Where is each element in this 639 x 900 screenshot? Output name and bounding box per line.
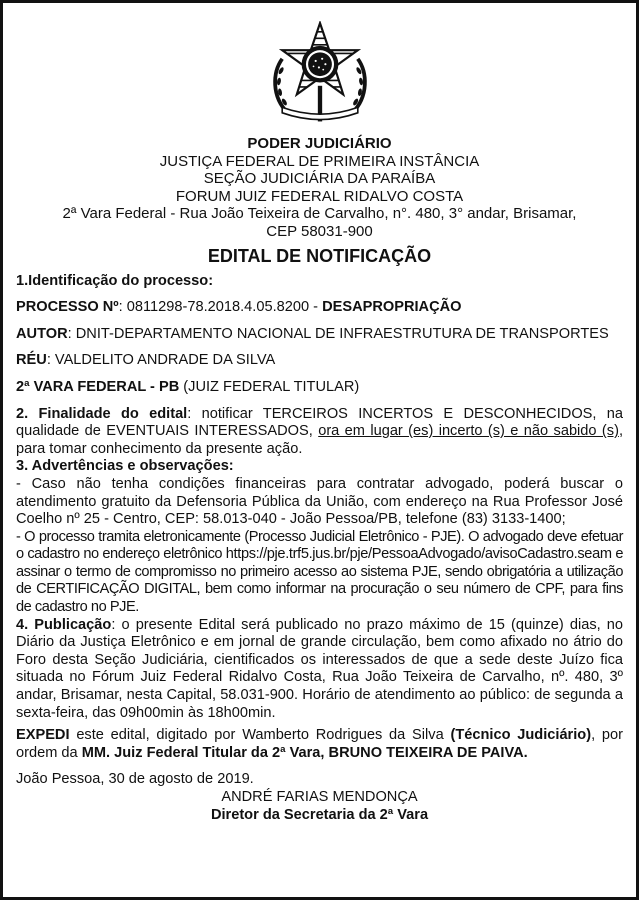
process-label: PROCESSO Nº <box>16 299 119 316</box>
court-label: 2ª VARA FEDERAL - PB <box>16 378 180 395</box>
issuance-role: (Técnico Judiciário) <box>450 727 592 744</box>
header-section: SEÇÃO JUDICIÁRIA DA PARAÍBA <box>203 170 436 188</box>
header-power: PODER JUDICIÁRIO <box>247 135 392 152</box>
pje-registration-link[interactable]: https://pje.trf5.jus.br/pje/PessoaAdvogado/avisoCadastro.seam <box>225 546 612 563</box>
publication-label: 4. Publicação <box>16 616 112 633</box>
header-cep: CEP 58031-900 <box>266 222 373 240</box>
warning-item-2-text-a: - O processo tramita eletronicamente (Processo Judicial Eletrônico - PJE). O advogado deve efetuar o cadastro no endereço eletrônico <box>16 528 623 563</box>
author-value: : DNIT-DEPARTAMENTO NACIONAL DE INFRAESTRUTURA DE TRANSPORTES <box>67 325 609 342</box>
publication-text: : o presente Edital será publicado no prazo máximo de 15 (quinze) dias, no Diário da Justiça Eletrônico e em jornal de grande circulação, bem como afixado no átrio do Foro desta Seção Judiciária, cientificados os interessados de que a sede deste Juízo fica situada no Fórum Juiz Federal Ridalvo Costa, Rua João Teixeira de Carvalho, nº. 480, 3º andar, Brisamar, nesta Capital, 58.031-900. Horário de atendimento ao público: de segunda a sexta-feira, das 09h00min às 18h00min. <box>16 616 624 721</box>
header-address: 2ª Vara Federal - Rua João Teixeira de Carvalho, n°. 480, 3° andar, Brisamar, <box>62 205 577 223</box>
purpose-paragraph <box>16 406 623 459</box>
purpose-underlined: ora em lugar (es) incerto (s) e não sabido (s) <box>318 423 619 440</box>
warning-item-2-text-b: e assinar o termo de compromisso no primeiro acesso ao sistema PJE, sendo obrigatória a utilização de CERTIFICAÇÃO DIGITAL, bem como informar na procuração o seu número de CPF, para fins de cadastro no PJE. <box>16 546 623 616</box>
header-court: JUSTIÇA FEDERAL DE PRIMEIRA INSTÂNCIA <box>159 152 480 170</box>
issuance-expedi: EXPEDI <box>16 727 70 744</box>
defendant-value: : VALDELITO ANDRADE DA SILVA <box>46 352 276 369</box>
place-date: João Pessoa, 30 de agosto de 2019. <box>16 771 254 788</box>
process-line <box>16 299 623 317</box>
purpose-label: 2. Finalidade do edital <box>16 405 188 422</box>
identification-heading: 1.Identificação do processo: <box>16 272 214 289</box>
warnings-heading: 3. Advertências e observações: <box>16 458 234 475</box>
issuance-judge: MM. Juiz Federal Titular da 2ª Vara, BRUNO TEIXEIRA DE PAIVA. <box>81 744 528 761</box>
author-line <box>16 326 623 344</box>
signer-name: ANDRÉ FARIAS MENDONÇA <box>221 789 418 805</box>
process-type: DESAPROPRIAÇÃO <box>322 299 462 316</box>
coat-of-arms-of-brazil-emblem <box>266 21 374 129</box>
signer-role: Diretor da Secretaria da 2ª Vara <box>210 806 429 823</box>
publication-paragraph <box>16 617 623 723</box>
defendant-label: RÉU <box>16 352 47 369</box>
issuance-text-2: , por ordem da <box>16 727 624 761</box>
court-value: (JUIZ FEDERAL TITULAR) <box>179 378 360 395</box>
purpose-text-2: , para tomar conhecimento da presente ação. <box>16 423 623 457</box>
court-line <box>16 379 623 397</box>
court-header <box>16 135 623 241</box>
defendant-line <box>16 352 623 370</box>
notice-title: EDITAL DE NOTIFICAÇÃO <box>207 245 432 266</box>
purpose-text-1: : notificar TERCEIROS INCERTOS E DESCONHECIDOS, na qualidade de EVENTUAIS INTERESSADOS, <box>16 405 624 440</box>
warning-item-2 <box>16 529 623 617</box>
warning-item-1: - Caso não tenha condições financeiras para contratar advogado, poderá buscar o atendimento gratuito da Defensoria Pública da União, com endereço na Rua Professor José Coelho nº 25 - Centro, CEP: 58.013-040 - João Pessoa/PB, telefone (83) 3133-1400; <box>16 475 623 528</box>
issuance-text-1: este edital, digitado por Wamberto Rodrigues da Silva <box>69 727 451 744</box>
header-forum: FORUM JUIZ FEDERAL RIDALVO COSTA <box>175 187 464 205</box>
author-label: AUTOR <box>16 325 68 342</box>
issuance-paragraph <box>16 727 623 762</box>
process-number: : 0811298-78.2018.4.05.8200 - <box>118 299 323 316</box>
